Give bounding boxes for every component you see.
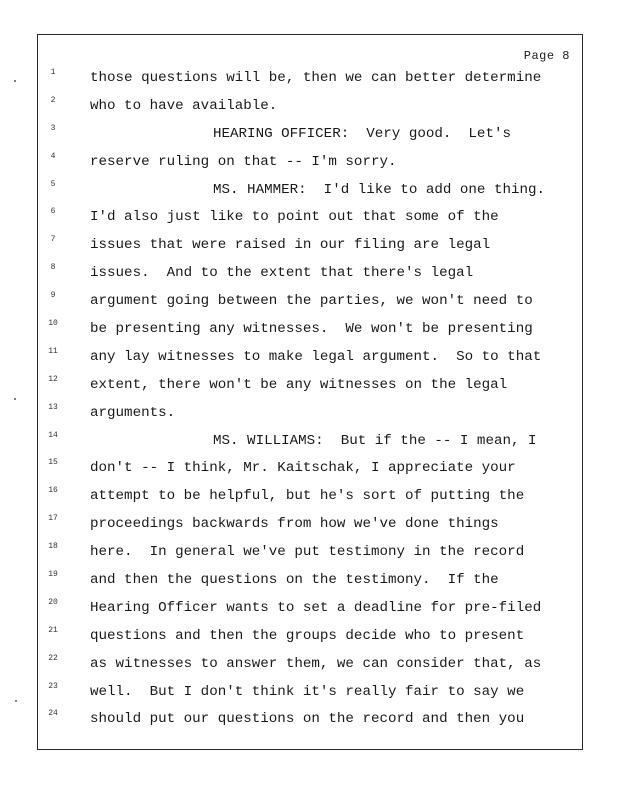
line-number: 4 — [50, 151, 56, 161]
line-number: 1 — [50, 68, 56, 77]
line-text: well. But I don't think it's really fair to say we — [90, 683, 525, 700]
line-number: 20 — [48, 597, 58, 607]
line-number: 8 — [50, 263, 56, 273]
line-text: who to have available. — [90, 97, 278, 114]
line-text: issues that were raised in our filing are legal — [90, 237, 491, 254]
transcript-line — [38, 65, 582, 93]
transcript-line — [38, 316, 582, 344]
line-text: reserve ruling on that -- I'm sorry. — [90, 153, 397, 170]
transcript-line — [38, 455, 582, 483]
line-text: any lay witnesses to make legal argument. So to that — [90, 348, 542, 365]
line-text: extent, there won't be any witnesses on the legal — [90, 376, 508, 393]
line-text: here. In general we've put testimony in the record — [90, 544, 525, 561]
line-number: 9 — [50, 291, 56, 301]
line-number: 15 — [48, 458, 58, 468]
line-number: 5 — [50, 179, 56, 189]
transcript-line — [38, 288, 582, 316]
transcript-line — [38, 93, 582, 121]
line-text: Hearing Officer wants to set a deadline for pre-filed — [90, 599, 542, 616]
transcript-line — [38, 651, 582, 679]
line-text: issues. And to the extent that there's legal — [90, 265, 474, 282]
transcript-line — [38, 679, 582, 707]
transcript-line — [38, 204, 582, 232]
line-number: 2 — [50, 95, 56, 105]
transcript-line — [38, 121, 582, 149]
line-text: as witnesses to answer them, we can consider that, as — [90, 655, 542, 672]
line-text: MS. HAMMER: I'd like to add one thing. — [213, 181, 546, 198]
line-number: 12 — [48, 374, 58, 384]
scan-speck — [14, 80, 16, 82]
transcript-line — [38, 260, 582, 288]
line-text: should put our questions on the record and then you — [90, 711, 525, 728]
line-text: argument going between the parties, we won't need to — [90, 293, 533, 310]
transcript-lines — [38, 65, 582, 734]
line-number: 11 — [48, 346, 58, 356]
line-text: MS. WILLIAMS: But if the -- I mean, I — [213, 432, 537, 449]
line-text: I'd also just like to point out that some of the — [90, 209, 499, 226]
line-number: 10 — [48, 319, 58, 329]
transcript-line — [38, 706, 582, 734]
line-text: be presenting any witnesses. We won't be presenting — [90, 321, 533, 338]
transcript-line — [38, 623, 582, 651]
transcript-page — [37, 34, 583, 750]
line-number: 22 — [48, 653, 58, 663]
line-number: 6 — [50, 207, 56, 217]
transcript-line — [38, 177, 582, 205]
transcript-line — [38, 344, 582, 372]
transcript-line — [38, 595, 582, 623]
scan-speck — [15, 700, 17, 702]
line-number: 24 — [48, 709, 58, 719]
line-number: 17 — [48, 514, 58, 524]
transcript-line — [38, 539, 582, 567]
line-number: 13 — [48, 402, 58, 412]
line-text: HEARING OFFICER: Very good. Let's — [213, 125, 511, 142]
line-text: questions and then the groups decide who to present — [90, 627, 525, 644]
line-number: 21 — [48, 625, 58, 635]
transcript-line — [38, 372, 582, 400]
transcript-line — [38, 483, 582, 511]
transcript-line — [38, 232, 582, 260]
transcript-line — [38, 149, 582, 177]
transcript-line — [38, 428, 582, 456]
line-number: 7 — [50, 235, 56, 245]
transcript-line — [38, 567, 582, 595]
line-text: arguments. — [90, 404, 176, 421]
transcript-line — [38, 511, 582, 539]
line-number: 18 — [48, 542, 58, 552]
line-text: proceedings backwards from how we've done things — [90, 516, 499, 533]
line-number: 3 — [50, 123, 56, 133]
transcript-line — [38, 400, 582, 428]
line-number: 23 — [48, 681, 58, 691]
line-text: don't -- I think, Mr. Kaitschak, I appreciate your — [90, 460, 516, 477]
line-text: and then the questions on the testimony. If the — [90, 572, 499, 589]
line-text: those questions will be, then we can better determine — [90, 70, 542, 86]
line-number: 19 — [48, 570, 58, 580]
page-number: Page 8 — [523, 49, 570, 63]
line-number: 16 — [48, 486, 58, 496]
scan-speck — [14, 398, 16, 400]
line-text: attempt to be helpful, but he's sort of putting the — [90, 488, 525, 505]
line-number: 14 — [48, 430, 58, 440]
